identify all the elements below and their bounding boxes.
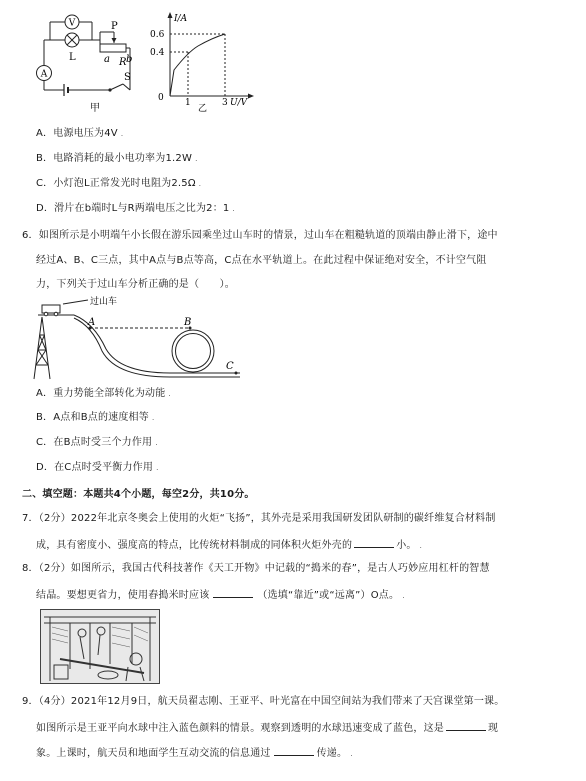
q8-line-1: 8．（2分）如图所示，我国古代科技著作《天工开物》中记载的“搗米的春”，是古人巧妙应用杠杆的智慧 — [22, 563, 490, 574]
rheostat-end-b: b — [126, 54, 133, 65]
figure-caption-yi: 乙 — [198, 104, 208, 113]
q6-line-2: 经过A、B、C三点，其中A点与B点等高，C点在水平轨道上。在此过程中保证绝对安全，不计空气阻 — [36, 255, 487, 266]
q6-option-c: C．在B点时受三个力作用 . — [36, 437, 158, 448]
rheostat-end-a: a — [104, 54, 110, 65]
q9-blank-2[interactable] — [274, 745, 314, 756]
q5-option-d: D．滑片在b端时L与R两端电压之比为2：1 . — [36, 203, 235, 214]
lamp-label: L — [69, 52, 76, 63]
coaster-label: 过山车 — [90, 297, 118, 307]
q6-option-b: B．A点和B点的速度相等 . — [36, 412, 155, 423]
q5-option-b: B．电路消耗的最小电功率为1.2W . — [36, 153, 198, 164]
q8-line-2: 结晶。要想更省力，使用舂搗米时应该 （选填“靠近”或“远离”）O点。 . — [36, 587, 405, 603]
slider-label: P — [111, 21, 118, 32]
voltmeter-label: V — [68, 18, 76, 29]
q6-option-a: A．重力势能全部转化为动能 . — [36, 388, 171, 399]
graph-origin: 0 — [158, 93, 164, 103]
graph-xtick-1: 1 — [185, 98, 191, 108]
q5-option-c: C．小灯泡L正常发光时电阻为2.5Ω . — [36, 178, 202, 189]
circuit-diagram — [30, 10, 145, 112]
ammeter-label: A — [40, 69, 48, 80]
roller-coaster-figure — [30, 295, 245, 380]
iu-graph — [150, 8, 260, 113]
q6-line-1: 6．如图所示是小明端午小长假在游乐园乘坐过山车时的情景，过山车在粗糙轨道的顶端由静止滑下，途中 — [22, 230, 498, 241]
section-title-fill-in: 二、填空题：本题共4个小题，每空2分，共10分。 — [22, 489, 255, 500]
switch-label: S — [124, 72, 131, 83]
q5-option-a: A．电源电压为4V . — [36, 128, 124, 139]
graph-ytick-0.6: 0.6 — [150, 30, 165, 40]
q6-option-d: D．在C点时受平衡力作用 . — [36, 462, 159, 473]
q7-line-2: 成，具有密度小、强度高的特点，比传统材料制成的同体积火炬外壳的 小。 . — [36, 537, 422, 553]
rheostat-label: R — [119, 57, 127, 68]
q7-blank[interactable] — [354, 537, 394, 548]
q9-line-2: 如图所示是王亚平向水球中注入蓝色颜料的情景。观察到透明的水球迅速变成了蓝色，这是 现 — [36, 720, 498, 735]
point-b-label: B — [184, 317, 192, 328]
point-a-label: A — [88, 317, 96, 328]
q8-blank[interactable] — [213, 587, 253, 598]
graph-xlabel: U/V — [230, 98, 248, 108]
figure-caption-jia: 甲 — [90, 103, 100, 112]
q9-line-3: 象。上课时，航天员和地面学生互动交流的信息通过 传递。 . — [36, 745, 353, 761]
q6-line-3: 力，下列关于过山车分析正确的是（ ）。 — [36, 279, 235, 290]
q9-blank-1[interactable] — [446, 720, 486, 731]
pestle-engraving-illustration — [40, 609, 160, 684]
point-c-label: C — [226, 361, 234, 372]
graph-ytick-0.4: 0.4 — [150, 48, 165, 58]
q9-line-1: 9．（4分）2021年12月9日，航天员翟志刚、王亚平、叶光富在中国空间站为我们带来了天宫课堂第一课。 — [22, 696, 505, 707]
graph-xtick-3: 3 — [222, 98, 228, 108]
q7-line-1: 7．（2分）2022年北京冬奥会上使用的火炬“飞扬”，其外壳是采用我国研发团队研制的碳纤维复合材料制 — [22, 513, 496, 524]
graph-ylabel: I/A — [174, 14, 188, 24]
